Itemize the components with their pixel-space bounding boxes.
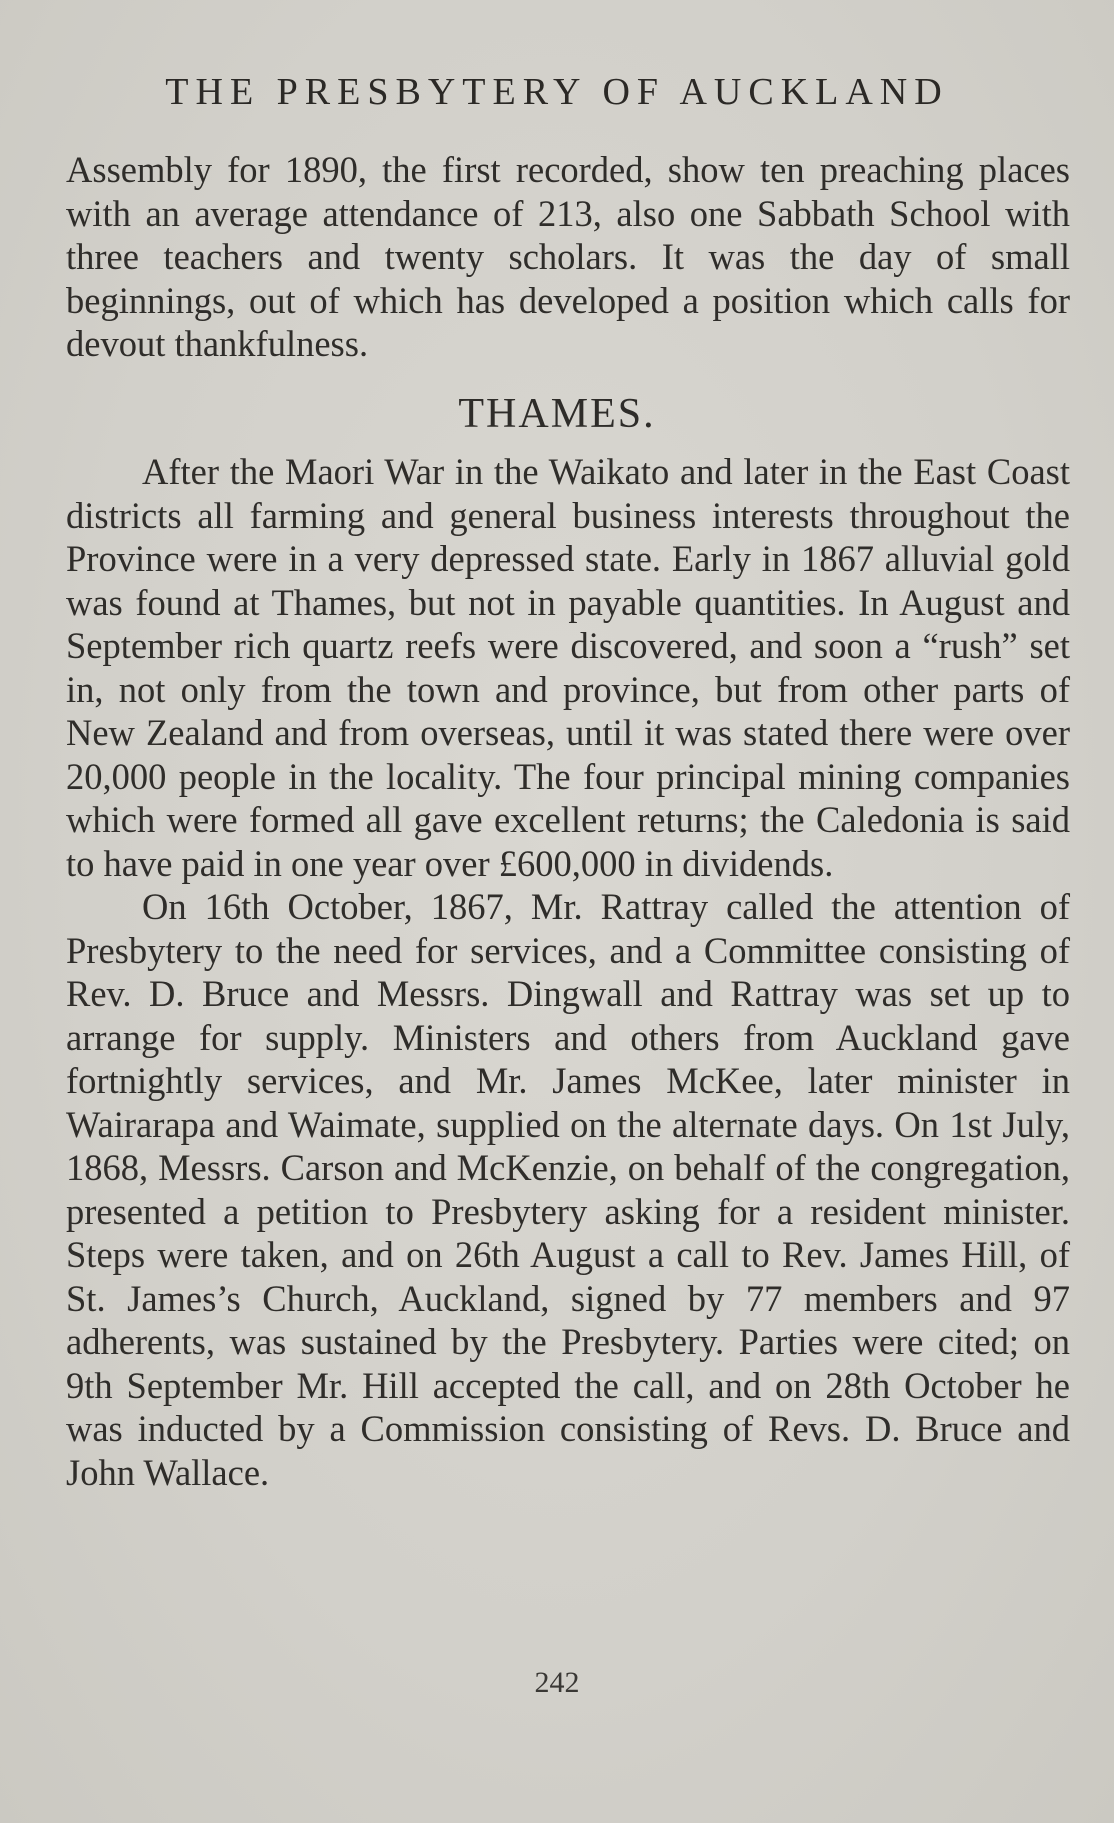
- page-number: 242: [534, 1666, 580, 1699]
- section-text-block: [66, 450, 1070, 1494]
- paragraph-presbytery-services: On 16th October, 1867, Mr. Rattray called the attention of Presbytery to the need for services, and a Committee consisting of Rev. D. Bruce and Messrs. Dingwall and Rattray was set up to arrange for supply. Ministers and others from Auckland gave fortnightly services, and Mr. James McKee, later minister in Wairarapa and Waimate, supplied on the alternate days. On 1st July, 1868, Messrs. Carson and McKenzie, on behalf of the congregation, presented a petition to Presbytery asking for a resident minister. Steps were taken, and on 26th August a call to Rev. James Hill, of St. James’s Church, Auckland, signed by 77 members and 97 adherents, was sustained by the Presbytery. Parties were cited; on 9th September Mr. Hill accepted the call, and on 28th October he was inducted by a Commission consisting of Revs. D. Bruce and John Wallace.: [66, 886, 1070, 1493]
- opening-text-block: [66, 148, 1070, 366]
- paragraph-gold-rush: After the Maori War in the Waikato and later in the East Coast districts all farming and general business interests throughout the Province were in a very depressed state. Early in 1867 alluvial gold was found at Thames, but not in payable quantities. In August and September rich quartz reefs were discovered, and soon a “rush” set in, not only from the town and province, but from other parts of New Zealand and from overseas, until it was stated there were over 20,000 people in the locality. The four principal mining companies which were formed all gave excellent returns; the Caledonia is said to have paid in one year over £600,000 in dividends.: [66, 451, 1070, 884]
- opening-paragraph: Assembly for 1890, the first recorded, show ten preaching places with an average attendance of 213, also one Sabbath School with three teachers and twenty scholars. It was the day of small beginnings, out of which has developed a position which calls for devout thankfulness.: [66, 149, 1070, 364]
- running-head: THE PRESBYTERY OF AUCKLAND: [165, 71, 949, 113]
- section-heading: THAMES.: [458, 391, 656, 437]
